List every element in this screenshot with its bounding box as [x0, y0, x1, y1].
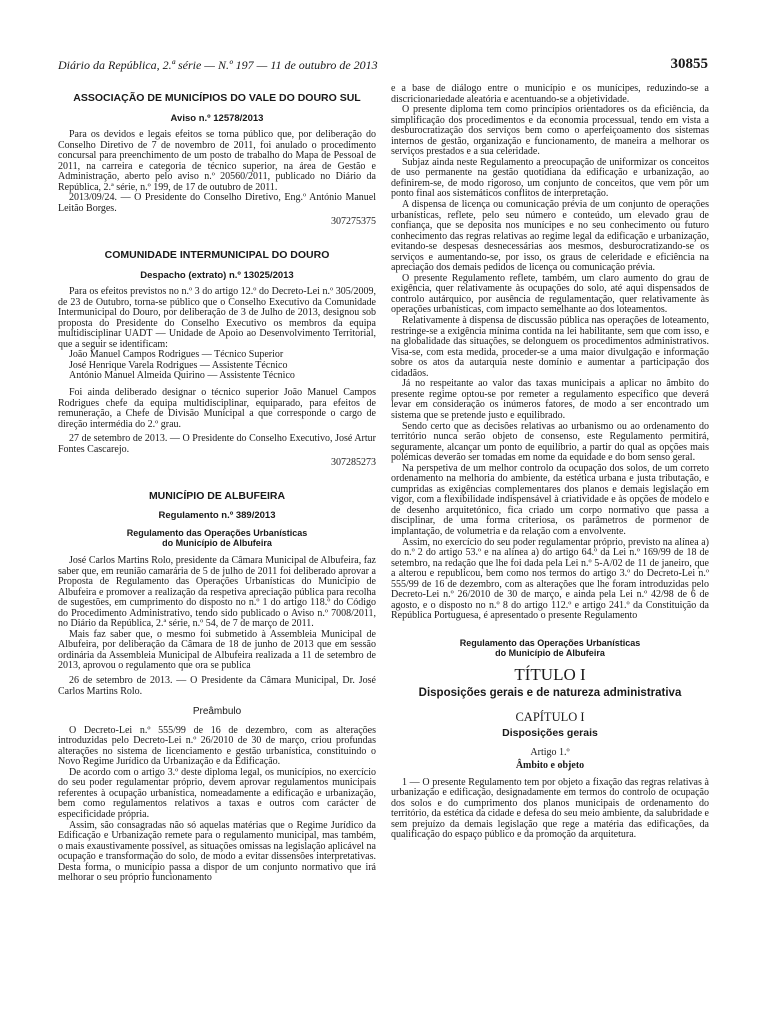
list-item: José Henrique Varela Rodrigues — Assistente Técnico [69, 359, 288, 371]
article-subheading: Âmbito e objeto [515, 759, 585, 771]
regulation-title-line: do Município de Albufeira [495, 647, 605, 658]
section-heading-municipality: MUNICÍPIO DE ALBUFEIRA [148, 489, 286, 502]
paragraph: Subjaz ainda neste Regulamento a preocupação de uniformizar os conceitos de uso permanente na gestão quotidiana da edificação e urbanização, ao definirem-se, de modo rigoroso, um conjunto de conceitos, que vem pôr um ponto final aos sistemáticos conflitos de interpretação. [391, 156, 709, 200]
paragraph: O presente Regulamento reflete, também, um claro aumento do grau de exigência, quer relativamente às ocupações do solo, até aqui dispensados de controlo autárquico, por ausência de regulamentação, quer relativamente às operações urbanísticas, com impacto semelhante ao dos loteamentos. [391, 272, 709, 316]
paragraph: A dispensa de licença ou comunicação prévia de um conjunto de operações urbanísticas, reflete, pelo seu número e conteúdo, um elevado grau de confiança, que se deposita nos munícipes e no seu conhecimento ou futuro conhecimento das regras relativas ao regime legal da edificação e urbanização, evitando-se despesas desnecessárias aos mesmos, desburocratizando-se os serviços e aumentando-se, por isso, os graus de celeridade e eficiência na apreciação dos demais pedidos de licença ou comunicação prévia. [391, 199, 709, 274]
paragraph: Sendo certo que as decisões relativas ao urbanismo ou ao ordenamento do território nunca serão objeto de consenso, este Regulamento permitirá, seguramente, alcançar um ponto de equilíbrio, a partir do qual as opções mais polémicas deverão ser tomadas em nome da equidade e do bom senso geral. [391, 420, 709, 464]
title-heading: TÍTULO I [514, 664, 586, 684]
regulation-title-line: Regulamento das Operações Urbanísticas [459, 637, 641, 648]
paragraph: 1 — O presente Regulamento tem por objeto a fixação das regras relativas à urbanização e edificação, designadamente em termos do controlo de ocupação dos solos e do cumprimento dos planos municipais de ordenamento do território, da estética da cidade e defesa do seu meio ambiente, da salubridade e sem prejuízo da demais legislação que rege a matéria das edificações, da qualificação do espaço público e da promoção da arquitetura. [391, 776, 709, 841]
regulation-title [58, 528, 376, 548]
paragraph: José Carlos Martins Rolo, presidente da Câmara Municipal de Albufeira, faz saber que, em reunião camarária de 5 de julho de 2011 foi deliberado aprovar a Proposta de Regulamento das Operações Urbanísticas do Município de Albufeira e promover a realização da respetiva apreciação pública para recolha de sugestões, em cumprimento do disposto no n.º 1 do artigo 118.º do Código do Procedimento Administrativo, tendo sido publicado o Aviso n.º 7008/2011, no Diário da República, 2.ª série, n.º 54, de 7 de março de 2011. [58, 554, 376, 630]
paragraph: Na perspetiva de um melhor controlo da ocupação dos solos, de um correto ordenamento na melhoria do ambiente, da estética urbana e justa tributação, e cumpridas as exigências complementares dos planos e demais legislação em vigor, com a flexibilidade indispensável à criatividade e às opções de modelo e de desenho arquitetónico, fica criado um corpo normativo que passa a disciplinar, de uma forma criteriosa, os parâmetros de pormenor de implantação, de volumetria e da relação com a envolvente. [391, 462, 709, 537]
reference-code: 307285273 [331, 457, 376, 469]
paragraph: Para os devidos e legais efeitos se torna público que, por deliberação do Conselho Diretivo de 7 de novembro de 2011, foi anulado o procedimento concursal para preenchimento de um posto de trabalho do Mapa de Pessoal de 2011, na carreira e categoria de técnico superior, na área de Gestão e Administração, aberto pelo aviso n.º 20560/2011, publicado no Diário da República, 2.ª série, n.º 199, de 17 de outubro de 2011. [58, 129, 376, 193]
paragraph: De acordo com o artigo 3.º deste diploma legal, os municípios, no exercício do seu poder regulamentar próprio, devem aprovar regulamentos municipais referentes à ocupação urbanística, nomeadamente a edificação e urbanização, bem como regulamentos relativos a taxas e outros com carácter de especificidade própria. [58, 766, 376, 820]
page-header [58, 58, 708, 78]
journal-title: Diário da República, 2.ª série — N.º 197 — 11 de outubro de 2013 [58, 58, 378, 72]
member-list [58, 350, 376, 382]
chapter-heading: CAPÍTULO I [515, 709, 585, 724]
reference-code: 307275375 [331, 216, 376, 228]
notice-number: Aviso n.º 12578/2013 [170, 112, 264, 124]
paragraph: e a base de diálogo entre o município e os munícipes, reduzindo-se a discricionariedade aleatória e acentuando-se a objetividade. [391, 83, 709, 105]
paragraph: O Decreto-Lei n.º 555/99 de 16 de dezembro, com as alterações introduzidas pelo Decreto-Lei n.º 26/2010 de 30 de março, criou profundas alterações no sistema de licenciamento e gestão urbanística, constituindo o Novo Regime Jurídico da Urbanização e da Edificação. [58, 724, 376, 768]
regulation-number: Regulamento n.º 389/2013 [158, 510, 276, 522]
list-item: João Manuel Campos Rodrigues — Técnico Superior [69, 349, 284, 361]
list-item: António Manuel Almeida Quirino — Assistente Técnico [69, 370, 295, 382]
regulation-title-line: Regulamento das Operações Urbanísticas [126, 527, 308, 538]
chapter-subheading: Disposições gerais [502, 726, 598, 739]
paragraph: Relativamente à dispensa de discussão pública nas operações de loteamento, restringe-se a exigência mínima contida na lei habilitante, sem que com isso, e na globalidade das situações, se delonguem os procedimentos administrativos. Visa-se, com esta medida, proceder-se a uma maior divulgação e informação sobre os atos da autarquia neste domínio e aumentar a participação dos cidadãos. [391, 315, 709, 379]
signature-paragraph: 27 de setembro de 2013. — O Presidente do Conselho Executivo, José Artur Fontes Cascarejo. [58, 433, 376, 455]
paragraph: Já no respeitante ao valor das taxas municipais a aplicar no âmbito do presente regime optou-se por remeter a regulamento específico que deverá levar em consideração os inúmeros fatores, de modo a ser encontrado um sistema que se pretende justo e equilibrado. [391, 378, 709, 421]
left-column [58, 84, 376, 884]
regulation-title-line: do Município de Albufeira [162, 537, 272, 548]
right-column [391, 84, 709, 841]
section-heading-association: ASSOCIAÇÃO DE MUNICÍPIOS DO VALE DO DOURO SUL [73, 92, 361, 104]
signature-paragraph: 2013/09/24. — O Presidente do Conselho Diretivo, Eng.º António Manuel Leitão Borges. [58, 192, 376, 214]
title-subheading: Disposições gerais e de natureza administrativa [418, 686, 682, 699]
article-heading: Artigo 1.º [530, 747, 570, 759]
dispatch-number: Despacho (extrato) n.º 13025/2013 [140, 269, 294, 281]
paragraph: Mais faz saber que, o mesmo foi submetido à Assembleia Municipal de Albufeira, por deliberação da Câmara de 18 de junho de 2013 que em sessão ordinária da Assembleia Municipal de Albufeira realizada a 11 de setembro de 2013, aprovou o regulamento que ora se publica [58, 628, 376, 672]
regulation-title [391, 638, 709, 658]
paragraph: Assim, no exercício do seu poder regulamentar próprio, previsto na alínea a) do n.º 2 do artigo 53.º e na alínea a) do artigo 64.º da Lei n.º 169/99 de 18 de setembro, na redação que lhe foi dada pela Lei n.º 5-A/02 de 11 de janeiro, que a alterou e republicou, bem como nos termos do artigo 3.º do Decreto-Lei n.º 555/99 de 16 de dezembro, com as alterações que lhe foram introduzidas pelo Decreto-Lei n.º 26/2010 de 30 de março, e ainda pela Lei n.º 42/98 de 6 de agosto, e o disposto no n.º 8 do artigo 112.º e artigo 241.º da Constituição da República Portuguesa, é apresentado o presente Regulamento [391, 536, 709, 622]
signature-paragraph: 26 de setembro de 2013. — O Presidente da Câmara Municipal, Dr. José Carlos Martins Rolo. [58, 674, 376, 697]
section-heading-community: COMUNIDADE INTERMUNICIPAL DO DOURO [104, 249, 330, 262]
paragraph: Para os efeitos previstos no n.º 3 do artigo 12.º do Decreto-Lei n.º 305/2009, de 23 de Outubro, torna-se público que o Conselho Executivo da Comunidade Intermunicipal do Douro, por deliberação de 3 de Julho de 2013, designou sob proposta do Presidente do Conselho Executivo os membros da equipa multidisciplinar UADT — Unidade de Apoio ao Desenvolvimento Territorial, que a seguir se identificam: [58, 286, 376, 350]
preamble-heading: Preâmbulo [192, 706, 242, 718]
paragraph: O presente diploma tem como princípios orientadores os da eficiência, da simplificação dos procedimentos e da economia processual, tendo em vista a desburocratização dos serviços bem como o aperfeiçoamento dos sistemas internos de gestão, organização e funcionamento, de maneira a melhorar os serviços prestados e a sua celeridade. [391, 104, 709, 158]
page-number: 30855 [670, 56, 708, 72]
paragraph: Assim, são consagradas não só aquelas matérias que o Regime Jurídico da Edificação e Urbanização remete para o regulamento municipal, mas também, o mais exaustivamente possível, as situações omissas na legislação aplicável na ocupação e transformação do solo, de modo a evitar dissensões interpretativas. Desta forma, o município passa a dispor de um conjunto normativo que irá melhorar o seu próprio funcionamento [58, 819, 376, 884]
paragraph: Foi ainda deliberado designar o técnico superior João Manuel Campos Rodrigues chefe da equipa multidisciplinar, equiparado, para efeitos de remuneração, a Chefe de Divisão Municipal a que corresponde o cargo de direção intermédia do 2.º grau. [58, 387, 376, 430]
